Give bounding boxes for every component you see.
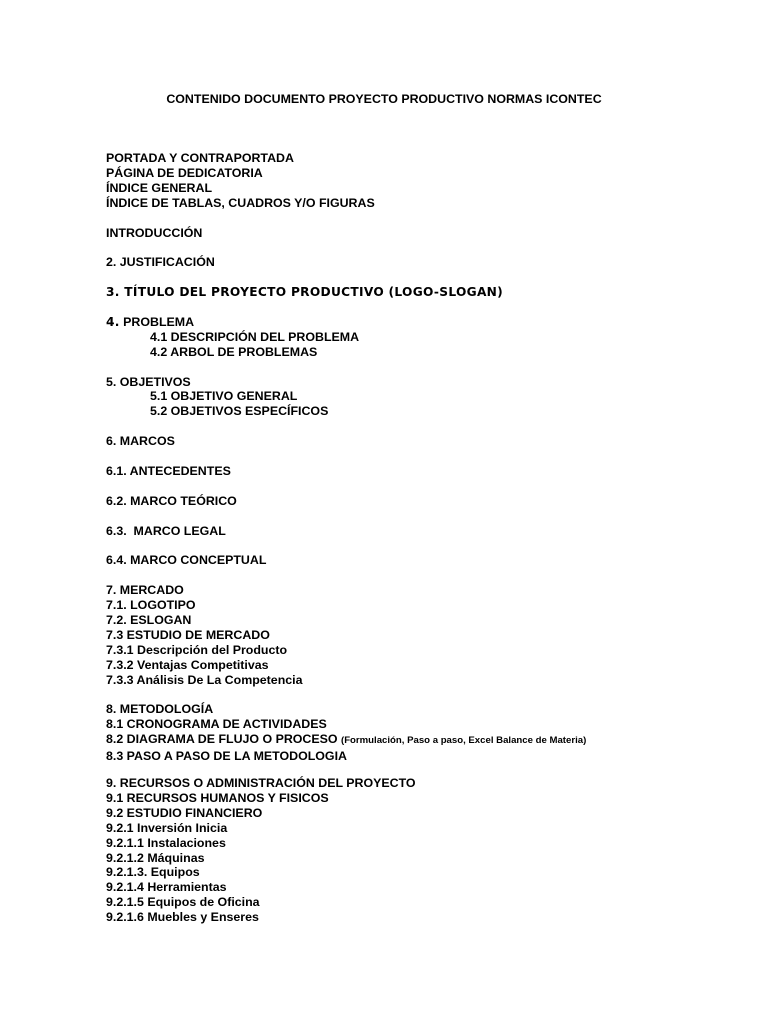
- toc-diagrama-note: (Formulación, Paso a paso, Excel Balance de Materia): [341, 735, 587, 747]
- toc-arbol-problemas: 4.2 ARBOL DE PROBLEMAS: [150, 344, 318, 359]
- toc-problema-label: PROBLEMA: [119, 314, 195, 329]
- toc-metodologia: 8. METODOLOGÍA: [106, 702, 214, 717]
- toc-analisis-competencia: 7.3.3 Análisis De La Competencia: [106, 672, 303, 687]
- toc-inversion-inicial: 9.2.1 Inversión Inicia: [106, 820, 228, 835]
- toc-indice-general: ÍNDICE GENERAL: [106, 180, 213, 195]
- toc-antecedentes: 6.1. ANTECEDENTES: [106, 463, 231, 478]
- toc-portada: PORTADA Y CONTRAPORTADA: [106, 151, 294, 165]
- toc-estudio-financiero: 9.2 ESTUDIO FINANCIERO: [106, 805, 263, 820]
- toc-muebles-enseres: 9.2.1.6 Muebles y Enseres: [106, 910, 259, 925]
- toc-maquinas: 9.2.1.2 Máquinas: [106, 850, 205, 865]
- toc-objetivos-especificos: 5.2 OBJETIVOS ESPECÍFICOS: [150, 404, 329, 419]
- toc-marco-legal: 6.3. MARCO LEGAL: [106, 523, 226, 538]
- toc-marco-conceptual: 6.4. MARCO CONCEPTUAL: [106, 553, 267, 568]
- toc-equipos: 9.2.1.3. Equipos: [106, 865, 200, 880]
- toc-recursos: 9. RECURSOS O ADMINISTRACIÓN DEL PROYECTO: [106, 775, 416, 790]
- toc-instalaciones: 9.2.1.1 Instalaciones: [106, 835, 226, 850]
- toc-logotipo: 7.1. LOGOTIPO: [106, 598, 196, 613]
- toc-titulo-proyecto: 3. TÍTULO DEL PROYECTO PRODUCTIVO (LOGO-SLOGAN): [106, 285, 504, 300]
- document-title: CONTENIDO DOCUMENTO PROYECTO PRODUCTIVO NORMAS ICONTEC: [166, 92, 602, 106]
- toc-diagrama-label: 8.2 DIAGRAMA DE FLUJO O PROCESO: [106, 732, 341, 747]
- toc-objetivos: 5. OBJETIVOS: [106, 374, 191, 389]
- toc-estudio-mercado: 7.3 ESTUDIO DE MERCADO: [106, 627, 270, 642]
- toc-objetivo-general: 5.1 OBJETIVO GENERAL: [150, 389, 298, 404]
- toc-equipos-oficina: 9.2.1.5 Equipos de Oficina: [106, 895, 260, 910]
- toc-cronograma: 8.1 CRONOGRAMA DE ACTIVIDADES: [106, 717, 327, 732]
- table-of-contents: [106, 151, 746, 925]
- toc-paso-a-paso: 8.3 PASO A PASO DE LA METODOLOGIA: [106, 749, 347, 764]
- toc-problema: [106, 315, 746, 330]
- toc-marcos: 6. MARCOS: [106, 434, 175, 449]
- toc-problema-number: 4.: [106, 314, 120, 329]
- toc-indice-tablas: ÍNDICE DE TABLAS, CUADROS Y/O FIGURAS: [106, 195, 375, 210]
- toc-ventajas-competitivas: 7.3.2 Ventajas Competitivas: [106, 657, 269, 672]
- toc-recursos-humanos: 9.1 RECURSOS HUMANOS Y FISICOS: [106, 790, 329, 805]
- toc-mercado: 7. MERCADO: [106, 583, 184, 598]
- toc-descripcion-producto: 7.3.1 Descripción del Producto: [106, 642, 288, 657]
- toc-introduccion: INTRODUCCIÓN: [106, 225, 203, 240]
- toc-dedicatoria: PÁGINA DE DEDICATORIA: [106, 165, 263, 180]
- toc-descripcion-problema: 4.1 DESCRIPCIÓN DEL PROBLEMA: [150, 329, 360, 344]
- toc-justificacion: 2. JUSTIFICACIÓN: [106, 255, 215, 270]
- toc-herramientas: 9.2.1.4 Herramientas: [106, 880, 227, 895]
- toc-eslogan: 7.2. ESLOGAN: [106, 612, 192, 627]
- toc-diagrama-flujo: [106, 732, 746, 749]
- toc-marco-teorico: 6.2. MARCO TEÓRICO: [106, 493, 237, 508]
